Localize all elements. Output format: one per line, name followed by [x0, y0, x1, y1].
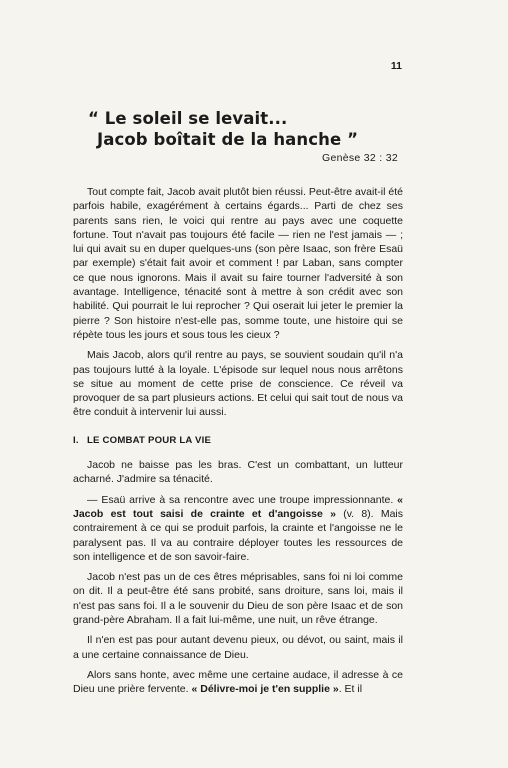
page-number: 11 [390, 60, 402, 72]
section-heading [73, 434, 403, 448]
chapter-title-line-1: “ Le soleil se levait... [88, 109, 288, 128]
bible-reference: Genèse 32 : 32 [321, 152, 398, 164]
body-text [73, 185, 403, 703]
section-number: I. [73, 434, 79, 446]
paragraph: Jacob n'est pas un de ces êtres méprisables, sans foi ni loi comme on dit. Il a peut-être été sans probité, sans droiture, sans loi, mais il n'est pas sans foi. Il a le souvenir du Dieu de son père Isaac et de son grand-père Abraham. Il a fait lui-même, une nuit, un rêve étrange. [73, 571, 403, 627]
paragraph [73, 668, 403, 697]
paragraph [73, 493, 403, 564]
bible-quote: « Délivre-moi je t'en supplie » [191, 683, 339, 696]
paragraph-text: (v. 8). Mais contrairement à ce qui se produit parfois, la crainte et l'angoisse ne le paralysent pas. Il va au contraire déployer toutes les ressources de son intelligence et de son savoir-faire. [73, 507, 403, 563]
paragraph: Mais Jacob, alors qu'il rentre au pays, se souvient soudain qu'il n'a pas toujours lutté à la loyale. L'épisode sur lequel nous nous arrêtons se situe au moment de cette prise de conscience. Ce réveil va provoquer de sa part plusieurs actions. Et celui qui sait tout de nous va être conduit à intervenir lui aussi. [73, 349, 403, 419]
paragraph: Tout compte fait, Jacob avait plutôt bien réussi. Peut-être avait-il été parfois habile, exagérément à certains égards... Parti de chez ses parents sans rien, le voici qui rentre au pays avec une coquette fortune. Tout n'avait pas toujours été facile — rien ne l'est jamais — ; lui qui avait su en duper quelques-uns (son père Isaac, son frère Esaü par exemple) s'était fait avoir et comment ! par Laban, sans compter ce que nous ignorons. Mais il avait su faire tourner l'adversité à son avantage. Intelligence, ténacité sont à mettre à son crédit avec son habilité. Qui pourrait le lui reprocher ? Qui oserait lui jeter le premier la pierre ? Son histoire n'est-elle pas, somme toute, une histoire qui se répète tous les jours et sous tous les cieux ? [73, 186, 403, 341]
paragraph: Jacob ne baisse pas les bras. C'est un combattant, un lutteur acharné. J'admire sa ténacité. [73, 459, 403, 486]
chapter-title-line-2: Jacob boîtait de la hanche ” [97, 130, 359, 149]
paragraph-text: Alors sans honte, avec même une certaine audace, il adresse à ce Dieu une prière fervente. [73, 668, 403, 696]
paragraph-text: — Esaü arrive à sa rencontre avec une troupe impressionnante. [87, 493, 398, 506]
bible-quote: « Jacob est tout saisi de crainte et d'angoisse » [73, 493, 403, 520]
paragraph-text: . Et il [338, 683, 363, 696]
chapter-title [88, 108, 358, 150]
section-title: LE COMBAT POUR LA VIE [87, 434, 212, 446]
paragraph: Il n'en est pas pour autant devenu pieux, ou dévot, ou saint, mais il a une certaine connaissance de Dieu. [73, 634, 403, 661]
